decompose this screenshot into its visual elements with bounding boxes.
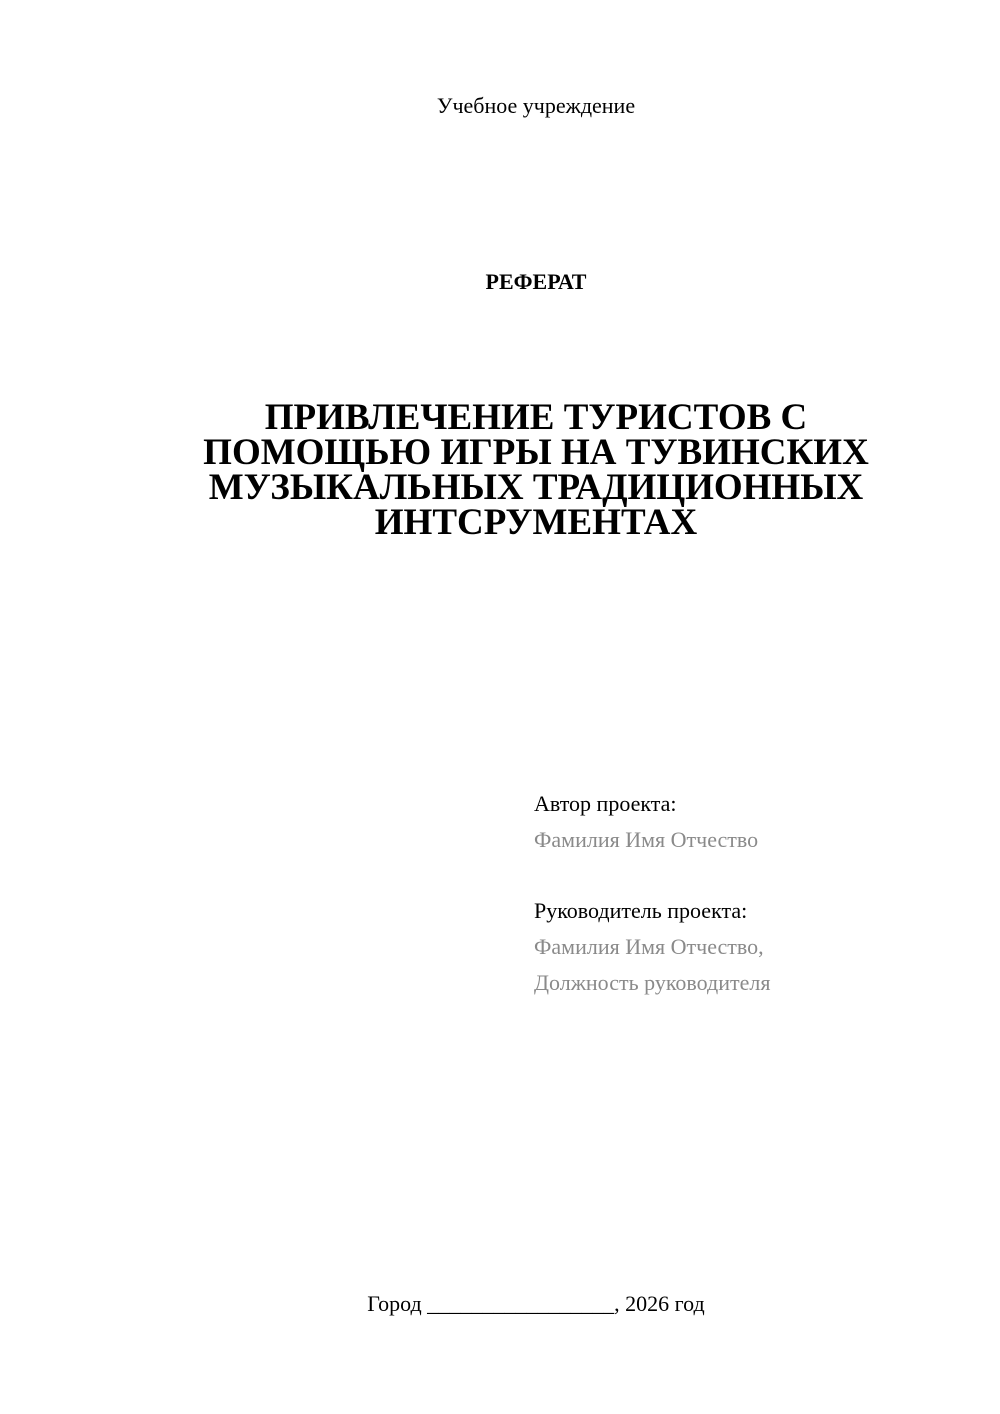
document-type: РЕФЕРАТ <box>485 269 587 294</box>
document-title <box>120 397 952 543</box>
institution-name: Учебное учреждение <box>436 93 636 118</box>
title-line: ПРИВЛЕЧЕНИЕ ТУРИСТОВ С <box>264 397 808 438</box>
author-name: Фамилия Имя Отчество <box>534 827 759 852</box>
title-line: ИНТСРУМЕНТАХ <box>374 502 698 543</box>
supervisor-label: Руководитель проекта: <box>534 898 748 923</box>
author-block <box>534 786 974 858</box>
title-line: МУЗЫКАЛЬНЫХ ТРАДИЦИОННЫХ <box>208 467 864 508</box>
author-label: Автор проекта: <box>534 791 677 816</box>
city-year-line: Город _________________, 2026 год <box>367 1291 705 1316</box>
supervisor-block <box>534 893 974 1001</box>
supervisor-position: Должность руководителя <box>534 970 771 995</box>
title-line: ПОМОЩЬЮ ИГРЫ НА ТУВИНСКИХ <box>203 432 869 473</box>
supervisor-name: Фамилия Имя Отчество, <box>534 934 764 959</box>
